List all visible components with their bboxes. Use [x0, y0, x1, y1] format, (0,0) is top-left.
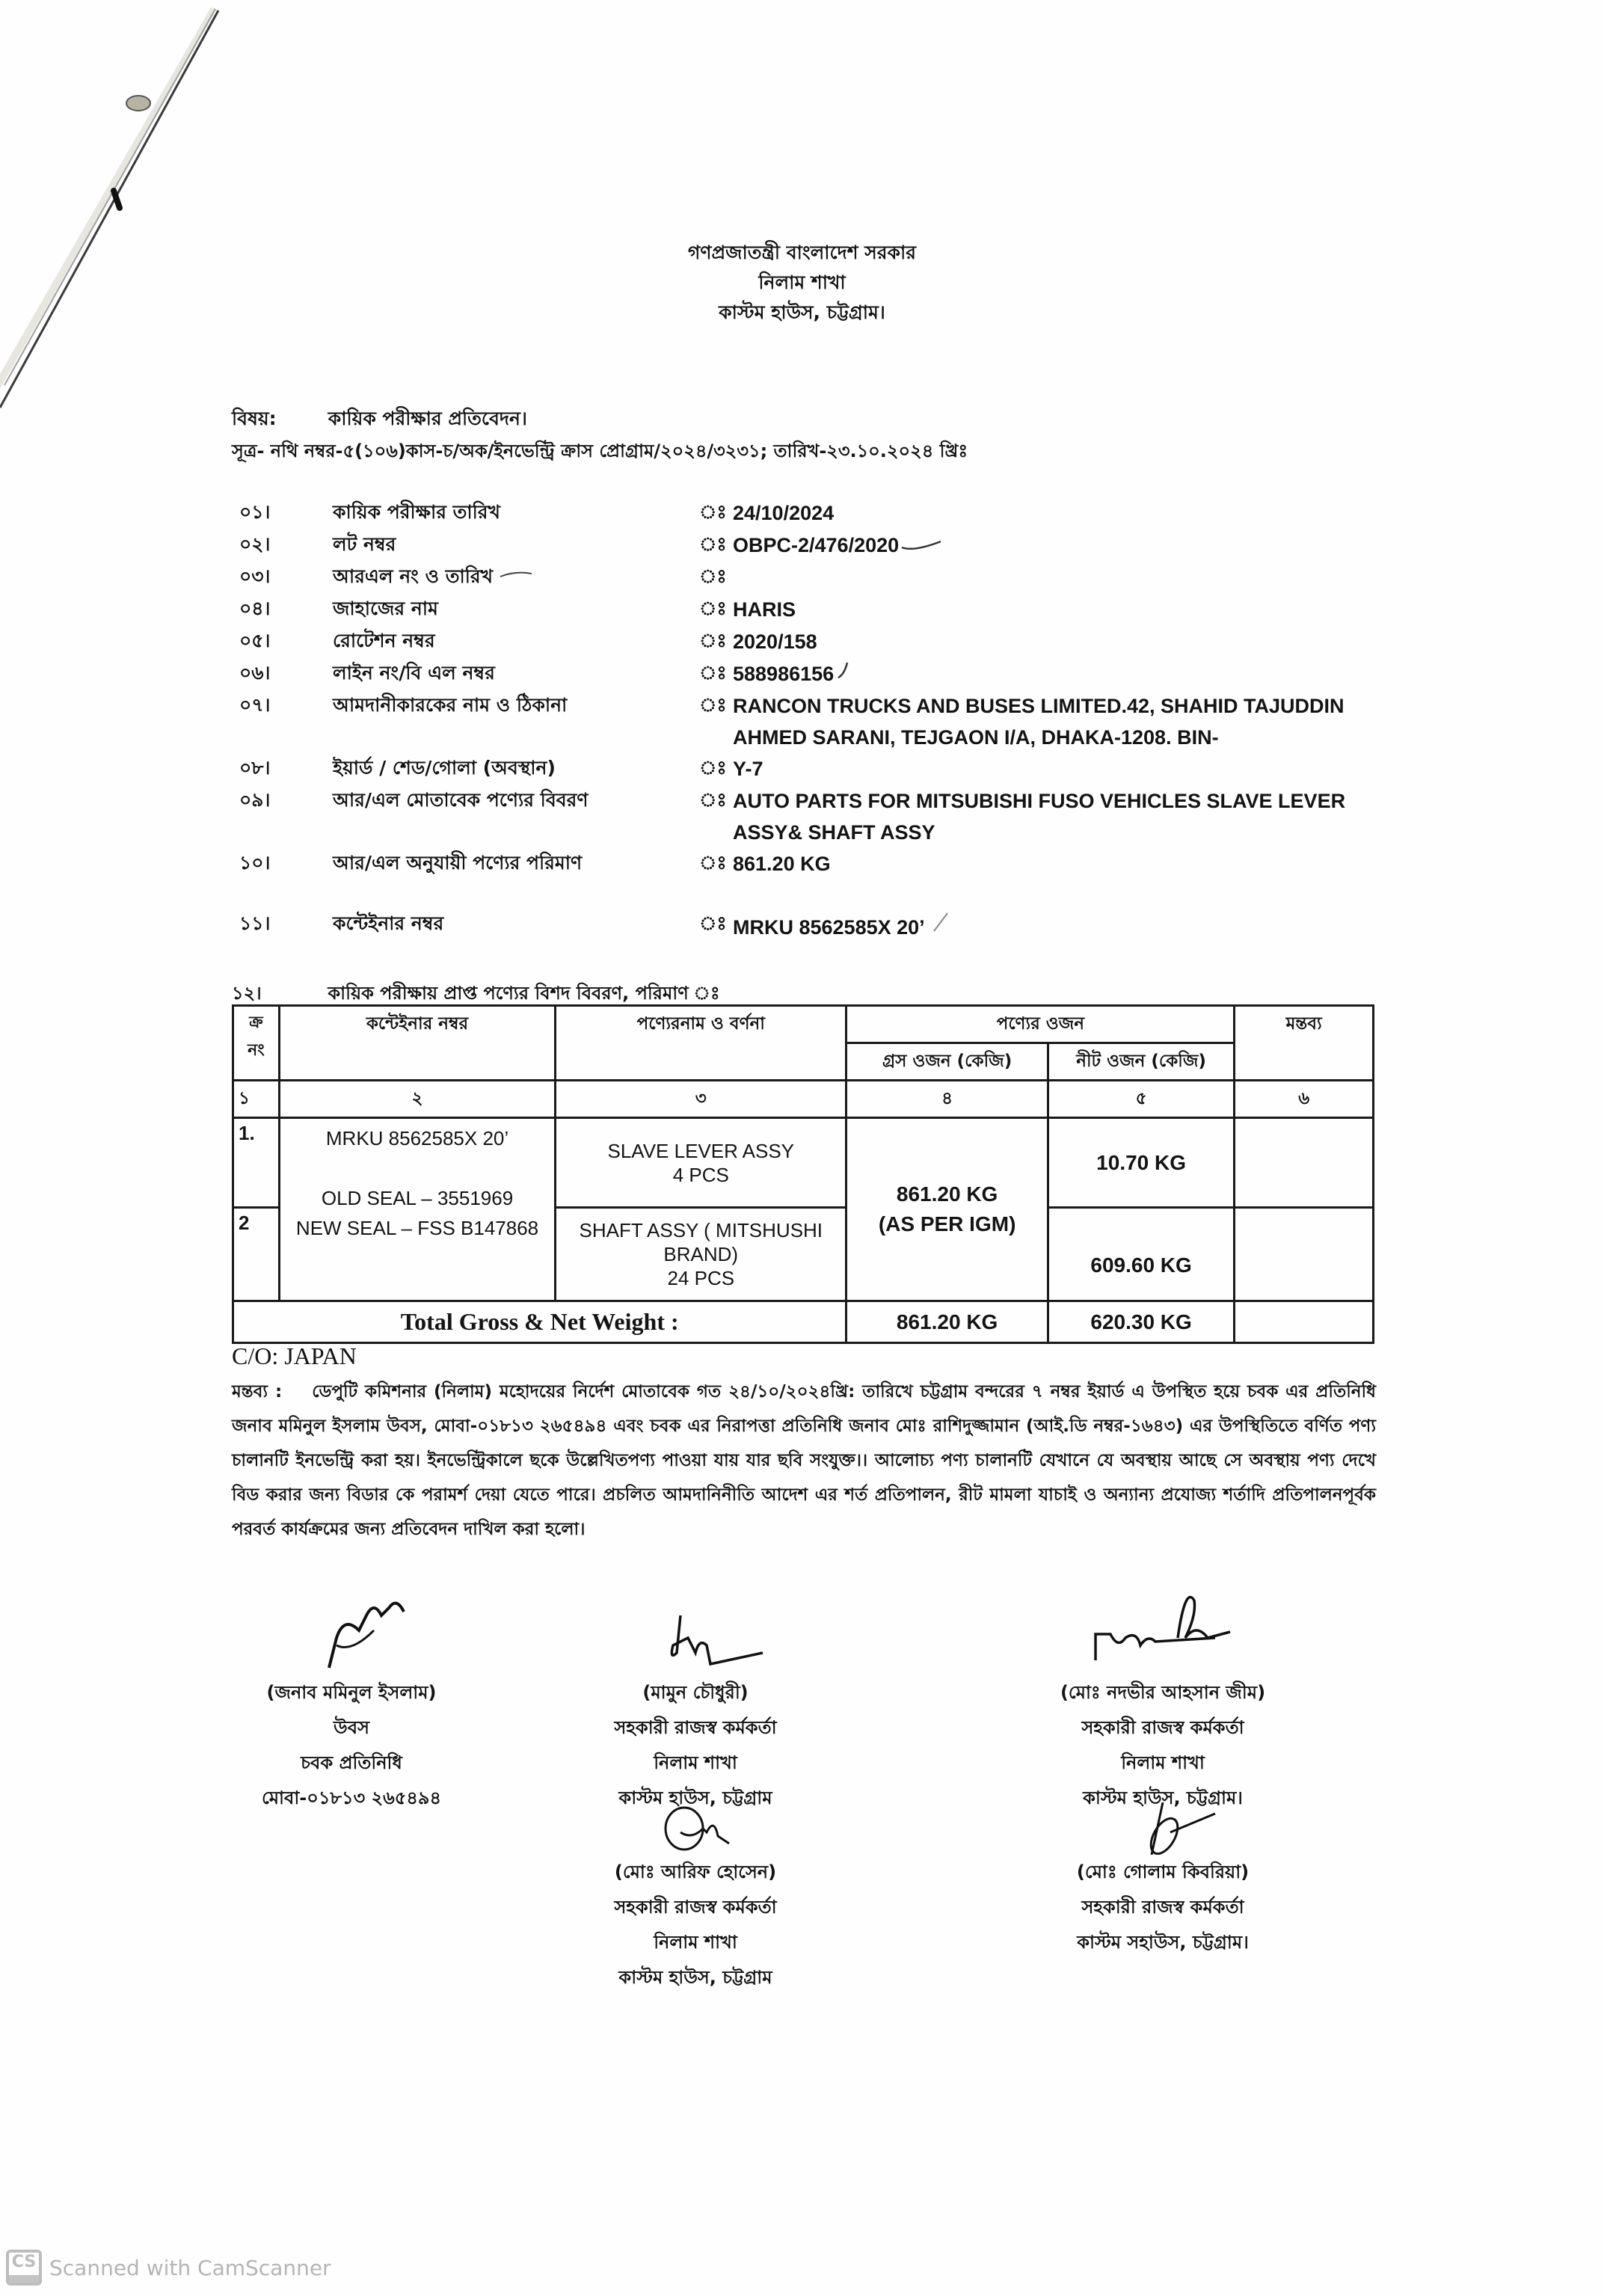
goods-qty: 4 PCS: [672, 1163, 729, 1186]
importer-value: RANCON TRUCKS AND BUSES LIMITED.42, SHAHID TAJUDDIN AHMED SARANI, TEJGAON I/A, DHAKA-1208. BIN-: [733, 695, 1345, 749]
handwritten-tick-icon: [925, 909, 955, 934]
department-name: নিলাম শাখা: [758, 271, 846, 293]
signatory-title: সহকারী রাজস্ব কর্মকর্তা: [1081, 1717, 1244, 1738]
goods-name: SHAFT ASSY ( MITSHUSHI BRAND): [579, 1219, 823, 1265]
row-label: লাইন নং/বি এল নম্বর: [333, 662, 495, 684]
government-title: গণপ্রজাতন্ত্রী বাংলাদেশ সরকার: [688, 242, 916, 263]
camscanner-logo-icon: [6, 2250, 42, 2286]
signatory-2: [591, 1593, 800, 1816]
handwritten-signature-icon: [1066, 1578, 1260, 1675]
info-row-goods-description: [239, 785, 1361, 848]
header-gross-weight: গ্রস ওজন (কেজি): [846, 1043, 1048, 1081]
reference-line: সূত্র- নথি নম্বর-৫(১০৬)কাস-চ/অক/ইনভেন্ট্রি ক্রাস প্রোগ্রাম/২০২৪/৩২৩১; তারিখ-২৩.১০.২০২৪ খ্রিঃ: [232, 441, 968, 461]
logo-text: CS: [11, 2253, 37, 2271]
row-number: ০৩।: [239, 565, 271, 587]
info-list: [239, 497, 1361, 943]
signatory-name: (মোঃ আরিফ হোসেন): [614, 1861, 777, 1882]
info-row-bl-number: [239, 658, 1361, 690]
goods-cell: [556, 1208, 846, 1301]
row-label: আরএল নং ও তারিখ: [333, 565, 494, 587]
row-remarks: [1235, 1208, 1374, 1301]
signatory-phone: মোবা-০১৮১৩ ২৬৫৪৯৪: [261, 1787, 442, 1808]
office-address: কাস্টম হাউস, চট্টগ্রাম।: [719, 301, 885, 323]
row-colon: ঃ: [699, 912, 727, 934]
signatory-5: [1047, 1802, 1279, 1960]
section-title: কায়িক পরীক্ষায় প্রাপ্ত পণ্যের বিশদ বিবরণ, পরিমাণ ঃ: [328, 983, 720, 1004]
info-row-yard: [239, 753, 1361, 785]
row-number: ০২।: [239, 533, 271, 555]
subject-line: [232, 404, 527, 436]
row-number: ১০।: [239, 852, 271, 874]
row-label: আর/এল অনুযায়ী পণ্যের পরিমাণ: [333, 852, 583, 874]
gross-weight-cell: [846, 1118, 1048, 1301]
handwritten-signature-icon: [606, 1593, 785, 1675]
signatory-title: সহকারী রাজস্ব কর্মকর্তা: [614, 1897, 777, 1918]
subject-label: বিষয়:: [232, 408, 277, 429]
old-seal: OLD SEAL – 3551969: [321, 1187, 514, 1209]
signatory-3: [1039, 1578, 1286, 1816]
signatory-address: কাস্টম সহাউস, চট্টগ্রাম।: [1077, 1932, 1249, 1953]
camscanner-watermark: [6, 2250, 331, 2286]
row-colon: ঃ: [699, 662, 727, 684]
info-row-container-number: [239, 909, 1361, 943]
header-remarks: মন্তব্য: [1235, 1006, 1374, 1081]
signatory-office: নিলাম শাখা: [654, 1752, 737, 1773]
signatory-office: নিলাম শাখা: [1121, 1752, 1205, 1773]
row-number: ০৪।: [239, 598, 271, 619]
table-row: [233, 1118, 1374, 1208]
signatory-title: সহকারী রাজস্ব কর্মকর্তা: [614, 1717, 777, 1738]
total-remarks: [1235, 1301, 1374, 1343]
goods-description-value: AUTO PARTS FOR MITSUBISHI FUSO VEHICLES SLAVE LEVER ASSY& SHAFT ASSY: [733, 790, 1346, 844]
info-row-vessel-name: [239, 594, 1361, 626]
row-colon: ঃ: [699, 598, 727, 619]
header-container: কন্টেইনার নম্বর: [279, 1006, 555, 1081]
signatory-title: সহকারী রাজস্ব কর্মকর্তা: [1081, 1897, 1244, 1918]
signatory-office: নিলাম শাখা: [654, 1932, 737, 1953]
rl-label-cell: [333, 562, 699, 594]
signatory-address: কাস্টম হাউস, চট্টগ্রাম: [618, 1787, 772, 1808]
row-label: কায়িক পরীক্ষার তারিখ: [333, 501, 500, 523]
row-number: ০৮।: [239, 757, 271, 779]
header-serial: ক্র নং: [233, 1006, 280, 1081]
row-label: আর/এল মোতাবেক পণ্যের বিবরণ: [333, 789, 589, 811]
signatory-name: (মামুন চৌধুরী): [642, 1682, 749, 1703]
remarks-text: ডেপুটি কমিশনার (নিলাম) মহোদয়ের নির্দেশ মোতাবেক গত ২৪/১০/২০২৪খ্রি: তারিখে চট্টগ্রাম বন্দরের ৭ নম্বর ইয়ার্ড এ উপস্থিত হয়ে চবক এর প্রতিনিধি জনাব মমিনুল ইসলাম উবস, মোবা-০১৮১৩ ২৬৫৪৯৪ এবং চবক এর নিরাপত্তা প্রতিনিধি জনাব মোঃ রাশিদুজ্জামান (আই.ডি নম্বর-১৬৪৩) এর উপস্থিতিতে বর্ণিত পণ্য চালানটি ইনভেন্ট্রি করা হয়। ইনভেন্ট্রিকালে ছকে উল্লেখিতপণ্য পাওয়া যায় যার ছবি সংযুক্ত।। আলোচ্য পণ্য চালানটি যেখানে যে অবস্থায় আছে সে অবস্থায় পণ্য দেখে বিড করার জন্য বিডার কে পরামর্শ দেয়া যেতে পারে। প্রচলিত আমদানিনীতি আদেশ এর শর্ত প্রতিপালন, রীট মামলা যাচাই ও অন্যান্য প্রযোজ্য শর্তাদি প্রতিপালনপূর্বক পরবর্ত কার্যক্রমের জন্য প্রতিবেদন দাখিল করা হলো।: [232, 1382, 1376, 1539]
row-number: ০৭।: [239, 694, 271, 716]
header-weight: পণ্যের ওজন: [846, 1006, 1235, 1043]
country-of-origin: C/O: JAPAN: [232, 1342, 357, 1369]
signatory-office: চবক প্রতিনিধি: [301, 1752, 402, 1773]
lot-number-value: OBPC-2/476/2020: [733, 534, 900, 556]
info-row-rl-number: [239, 562, 1361, 594]
col-number: ৩: [556, 1081, 846, 1118]
letterhead: [0, 238, 1604, 328]
row-colon: ঃ: [699, 533, 727, 555]
subject-text: কায়িক পরীক্ষার প্রতিবেদন।: [328, 408, 527, 429]
goods-quantity-value: 861.20 KG: [733, 853, 831, 875]
yard-value: Y-7: [733, 758, 763, 780]
watermark-text: Scanned with CamScanner: [49, 2255, 331, 2280]
table-total-row: [233, 1301, 1374, 1343]
signatory-1: [239, 1593, 464, 1816]
handwritten-tick-icon: [899, 537, 944, 552]
row-number: ০৯।: [239, 789, 271, 811]
row-label: রোটেশন নম্বর: [333, 630, 435, 651]
gross-weight-value: 861.20 KG: [896, 1182, 998, 1206]
header-net-weight: নীট ওজন (কেজি): [1048, 1043, 1235, 1081]
goods-cell: [556, 1118, 846, 1208]
handwritten-signature-icon: [621, 1802, 770, 1855]
total-label: Total Gross & Net Weight :: [233, 1301, 846, 1343]
signatory-title: উবস: [334, 1717, 369, 1738]
row-label: কন্টেইনার নম্বর: [333, 912, 444, 934]
new-seal: NEW SEAL – FSS B147868: [295, 1217, 539, 1239]
col-number: ১: [233, 1081, 280, 1118]
table-header-row: [233, 1006, 1374, 1043]
vessel-name-value: HARIS: [733, 598, 796, 621]
rotation-value: 2020/158: [733, 630, 817, 653]
col-number: ৬: [1235, 1081, 1374, 1118]
row-number: ১১।: [239, 912, 271, 934]
table-column-number-row: [233, 1081, 1374, 1118]
row-colon: ঃ: [699, 694, 727, 716]
row-serial: 2: [233, 1208, 280, 1301]
container-number: MRKU 8562585X 20’: [325, 1127, 509, 1149]
net-weight: 10.70 KG: [1048, 1118, 1235, 1208]
row-number: ০১।: [239, 501, 271, 523]
gross-weight-note: (AS PER IGM): [878, 1212, 1016, 1236]
signatory-4: [591, 1802, 800, 1995]
row-number: ০৫।: [239, 630, 271, 651]
row-remarks: [1235, 1118, 1374, 1208]
container-number-value: MRKU 8562585X 20’: [733, 916, 925, 939]
col-number: ২: [279, 1081, 555, 1118]
row-label: ইয়ার্ড / শেড/গোলা (অবস্থান): [333, 757, 556, 779]
bl-number-value: 588986156: [733, 663, 835, 685]
remarks-paragraph: [232, 1375, 1376, 1547]
row-colon: ঃ: [699, 852, 727, 874]
info-row-importer: [239, 690, 1361, 753]
exam-date-value: 24/10/2024: [733, 502, 835, 524]
row-colon: ঃ: [699, 630, 727, 651]
info-row-goods-quantity: [239, 848, 1361, 880]
handwritten-tick-icon: [493, 568, 538, 583]
handwritten-signature-icon: [1081, 1802, 1245, 1855]
container-seal-cell: [279, 1118, 555, 1301]
row-colon: ঃ: [699, 789, 727, 811]
row-number: ০৬।: [239, 662, 271, 684]
row-colon: ঃ: [699, 501, 727, 523]
row-label: জাহাজের নাম: [333, 598, 438, 619]
goods-name: SLAVE LEVER ASSY: [607, 1139, 795, 1162]
total-gross: 861.20 KG: [846, 1301, 1048, 1343]
col-number: ৫: [1048, 1081, 1235, 1118]
signatory-name: (মোঃ নদভীর আহসান জীম): [1060, 1682, 1266, 1703]
total-net: 620.30 KG: [1048, 1301, 1235, 1343]
handwritten-signature-icon: [277, 1593, 426, 1675]
goods-qty: 24 PCS: [667, 1267, 735, 1289]
section-number: ১২।: [232, 983, 262, 1004]
col-number: ৪: [846, 1081, 1048, 1118]
bl-number-cell: [733, 658, 1361, 690]
remarks-label: মন্তব্য :: [232, 1382, 283, 1402]
handwritten-tick-icon: [834, 660, 856, 681]
signatory-address: কাস্টম হাউস, চট্টগ্রাম: [618, 1967, 772, 1988]
row-label: লট নম্বর: [333, 533, 396, 555]
paper-fold-icon: [0, 0, 224, 419]
spacer: [285, 1153, 550, 1183]
goods-table: [232, 1004, 1374, 1344]
info-row-exam-date: [239, 497, 1361, 530]
row-serial: 1.: [233, 1118, 280, 1208]
info-row-rotation: [239, 626, 1361, 658]
row-label: আমদানীকারকের নাম ও ঠিকানা: [333, 694, 568, 716]
lot-number-cell: [733, 530, 1361, 561]
info-row-lot-number: [239, 530, 1361, 562]
row-colon: ঃ: [699, 565, 727, 587]
net-weight: 609.60 KG: [1048, 1208, 1235, 1301]
signatory-address: কাস্টম হাউস, চট্টগ্রাম।: [1083, 1787, 1243, 1808]
signatory-name: (জনাব মমিনুল ইসলাম): [266, 1682, 437, 1703]
signatory-name: (মোঃ গোলাম কিবরিয়া): [1076, 1861, 1250, 1882]
container-number-cell: [733, 909, 1361, 943]
header-goods: পণ্যেরনাম ও বর্ণনা: [556, 1006, 846, 1081]
row-colon: ঃ: [699, 757, 727, 779]
